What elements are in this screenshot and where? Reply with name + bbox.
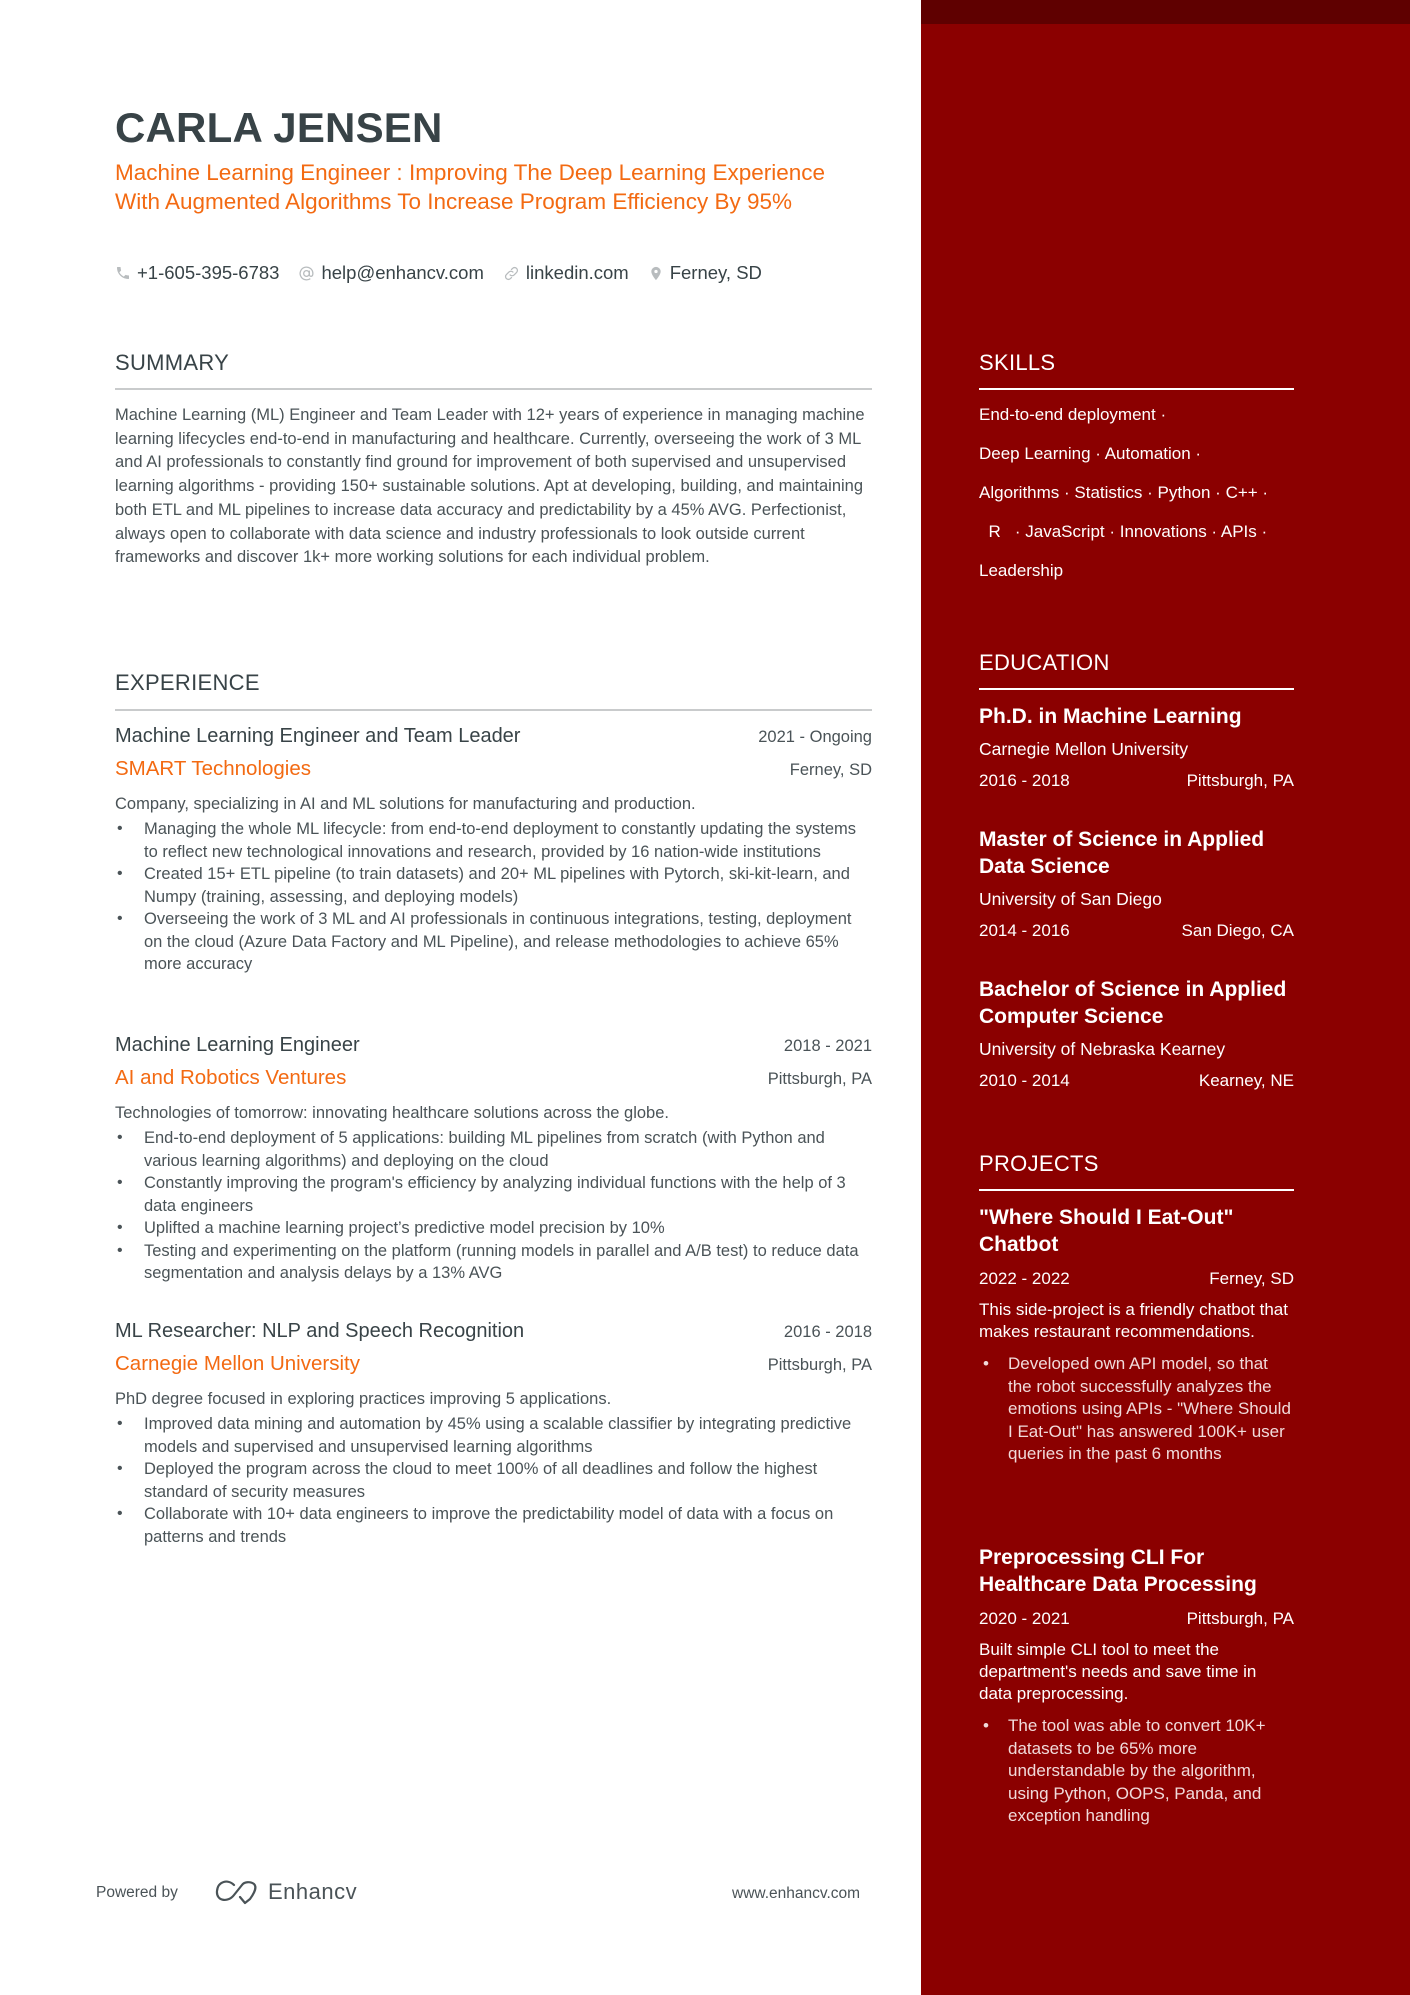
job-company: SMART Technologies xyxy=(115,757,312,780)
job-entry xyxy=(115,725,872,976)
powered-by-label: Powered by xyxy=(96,1884,178,1901)
contact-location xyxy=(648,262,762,284)
job-title: Machine Learning Engineer and Team Leader xyxy=(115,725,521,747)
contact-location-text: Ferney, SD xyxy=(669,262,762,283)
summary-title: SUMMARY xyxy=(115,350,230,375)
enhancv-logo-text: Enhancv xyxy=(268,1879,358,1904)
skills-line: End-to-end deployment · xyxy=(979,405,1167,424)
contact-linkedin-text: linkedin.com xyxy=(525,262,629,283)
job-dates: 2018 - 2021 xyxy=(783,1037,872,1055)
skills-list xyxy=(979,400,1309,595)
project-bullets xyxy=(979,1353,1294,1466)
contact-email-text: help@enhancv.com xyxy=(321,262,484,283)
job-company: AI and Robotics Ventures xyxy=(115,1066,347,1089)
job-bullet: • Deployed the program across the cloud to meet 100% of all deadlines and follow the highest standard of security measures xyxy=(115,1458,872,1503)
education-divider xyxy=(979,688,1294,690)
edu-degree: Master of Science in Applied Data Science xyxy=(979,828,1265,878)
project-title: Preprocessing CLI For Healthcare Data Processing xyxy=(979,1546,1257,1596)
project-description: This side-project is a friendly chatbot that makes restaurant recommendations. xyxy=(979,1300,1288,1341)
job-dates: 2016 - 2018 xyxy=(783,1323,872,1341)
job-description: Company, specializing in AI and ML solutions for manufacturing and production. xyxy=(115,795,696,813)
edu-location: Kearney, NE xyxy=(1198,1071,1294,1090)
job-description: PhD degree focused in exploring practices improving 5 applications. xyxy=(115,1390,612,1408)
job-bullet: • Constantly improving the program's efficiency by analyzing individual functions with the help of 3 data engineers xyxy=(115,1172,872,1217)
job-bullet: • Uplifted a machine learning project’s predictive model precision by 10% xyxy=(115,1217,872,1240)
contact-bar xyxy=(115,262,781,284)
enhancv-logo-icon xyxy=(214,1879,260,1905)
skills-line: Algorithms · Statistics · Python · C++ · xyxy=(979,483,1269,502)
job-title: Machine Learning Engineer xyxy=(115,1034,360,1056)
skills-title: SKILLS xyxy=(979,350,1056,375)
project-location: Pittsburgh, PA xyxy=(1186,1609,1294,1628)
job-bullet: • Collaborate with 10+ data engineers to improve the predictability model of data with a focus on patterns and trends xyxy=(115,1503,872,1548)
project-location: Ferney, SD xyxy=(1209,1269,1294,1288)
job-dates: 2021 - Ongoing xyxy=(758,728,872,746)
link-icon xyxy=(503,265,520,282)
contact-phone[interactable] xyxy=(115,262,279,284)
experience-title: EXPERIENCE xyxy=(115,670,260,695)
enhancv-logo[interactable] xyxy=(214,1879,357,1905)
at-icon xyxy=(298,265,315,282)
skills-line: Leadership xyxy=(979,561,1064,580)
job-bullet: • Improved data mining and automation by 45% using a scalable classifier by integrating predictive models and supervised and unsupervised learning algorithms xyxy=(115,1413,872,1458)
project-dates: 2022 - 2022 xyxy=(979,1269,1070,1288)
job-entry xyxy=(115,1320,872,1548)
project-bullet: • The tool was able to convert 10K+ datasets to be 65% more understandable by the algorithm, using Python, OOPS, Panda, and exception handling xyxy=(979,1715,1294,1828)
job-bullet: • End-to-end deployment of 5 applications: building ML pipelines from scratch (with Python and various learning algorithms) and deploying on the cloud xyxy=(115,1127,872,1172)
contact-linkedin[interactable] xyxy=(503,262,629,284)
job-description: Technologies of tomorrow: innovating healthcare solutions across the globe. xyxy=(115,1104,669,1122)
projects-title: PROJECTS xyxy=(979,1151,1099,1176)
skills-divider xyxy=(979,388,1294,390)
education-title: EDUCATION xyxy=(979,650,1110,675)
projects-divider xyxy=(979,1189,1294,1191)
contact-email[interactable] xyxy=(298,262,483,284)
education-entry xyxy=(979,976,1294,1091)
candidate-name: CARLA JENSEN xyxy=(115,104,443,151)
summary-text: Machine Learning (ML) Engineer and Team Leader with 12+ years of experience in managing machine learning lifecycles end-to-end in manufacturing and healthcare. Currently, overseeing the work of 3 ML and AI professionals to constantly find ground for improvement of both supervised and unsupervised learning algorithms - providing 150+ sustainable solutions. Apt at developing, building, and maintaining both ETL and ML pipelines to increase data accuracy and predictability by a 45% AVG. Perfectionist, always open to collaborate with data science and industry professionals to look outside current frameworks and discover 1k+ more working solutions for each individual problem. xyxy=(115,406,865,567)
edu-dates: 2010 - 2014 xyxy=(979,1071,1070,1090)
job-title: ML Researcher: NLP and Speech Recognition xyxy=(115,1320,525,1342)
job-bullets xyxy=(115,818,872,976)
contact-phone-text: +1-605-395-6783 xyxy=(137,262,280,283)
sidebar-top-band xyxy=(921,0,1410,24)
footer-url-link[interactable]: www.enhancv.com xyxy=(732,1885,861,1902)
project-entry xyxy=(979,1204,1294,1466)
job-location: Pittsburgh, PA xyxy=(767,1070,872,1088)
project-entry xyxy=(979,1544,1294,1828)
phone-icon xyxy=(115,265,131,281)
skills-line: R · JavaScript · Innovations · APIs · xyxy=(979,522,1268,541)
summary-divider xyxy=(115,388,872,390)
job-bullet: • Testing and experimenting on the platform (running models in parallel and A/B test) to reduce data segmentation and analysis delays by a 13% AVG xyxy=(115,1240,872,1285)
job-bullets xyxy=(115,1127,872,1285)
project-bullets xyxy=(979,1715,1294,1828)
job-company: Carnegie Mellon University xyxy=(115,1352,360,1375)
edu-degree: Ph.D. in Machine Learning xyxy=(979,705,1242,728)
edu-school: University of Nebraska Kearney xyxy=(979,1039,1226,1059)
project-title: "Where Should I Eat-Out" Chatbot xyxy=(979,1206,1234,1256)
edu-school: Carnegie Mellon University xyxy=(979,739,1189,759)
job-bullet: • Overseeing the work of 3 ML and AI professionals in continuous integrations, testing, deployment on the cloud (Azure Data Factory and ML Pipeline), and release methodologies to achieve 65% more accuracy xyxy=(115,908,872,976)
job-entry xyxy=(115,1034,872,1285)
edu-dates: 2016 - 2018 xyxy=(979,771,1070,790)
edu-school: University of San Diego xyxy=(979,889,1162,909)
project-description: Built simple CLI tool to meet the department's needs and save time in data preprocessing. xyxy=(979,1640,1257,1703)
education-entry xyxy=(979,703,1294,791)
job-bullets xyxy=(115,1413,872,1548)
edu-location: Pittsburgh, PA xyxy=(1186,771,1294,790)
experience-divider xyxy=(115,709,872,711)
job-location: Pittsburgh, PA xyxy=(767,1356,872,1374)
project-bullet: • Developed own API model, so that the robot successfully analyzes the emotions using APIs - "Where Should I Eat-Out" has answered 100K+ user queries in the past 6 months xyxy=(979,1353,1294,1466)
job-bullet: • Managing the whole ML lifecycle: from end-to-end deployment to constantly updating the systems to reflect new technological innovations and research, provided by 16 nation-wide institutions xyxy=(115,818,872,863)
edu-location: San Diego, CA xyxy=(1181,921,1294,940)
project-dates: 2020 - 2021 xyxy=(979,1609,1070,1628)
location-pin-icon xyxy=(648,265,664,282)
headline: Machine Learning Engineer : Improving The Deep Learning Experience With Augmented Algorithms To Increase Program Efficiency By 95% xyxy=(115,160,826,214)
job-location: Ferney, SD xyxy=(789,761,872,779)
edu-degree: Bachelor of Science in Applied Computer Science xyxy=(979,978,1287,1028)
skills-line: Deep Learning · Automation · xyxy=(979,444,1202,463)
education-entry xyxy=(979,826,1294,941)
job-bullet: • Created 15+ ETL pipeline (to train datasets) and 20+ ML pipelines with Pytorch, ski-kit-learn, and Numpy (training, assessing, and deploying models) xyxy=(115,863,872,908)
edu-dates: 2014 - 2016 xyxy=(979,921,1070,940)
